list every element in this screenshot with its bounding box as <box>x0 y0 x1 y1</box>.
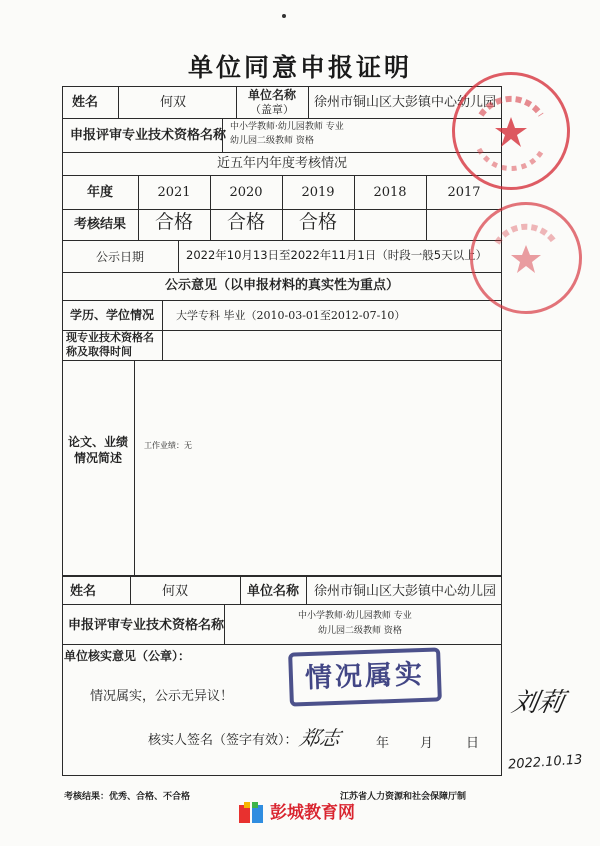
result-label: 考核结果 <box>73 217 126 232</box>
education-value: 大学专科 毕业（2010-03-01至2012-07-10） <box>176 309 406 322</box>
unit-value: 徐州市铜山区大彭镇中心幼儿园 <box>314 95 497 110</box>
bottom-name-label: 姓名 <box>70 584 97 599</box>
margin-date: 2022.10.13 <box>507 752 583 773</box>
current-title-label-2: 称及取得时间 <box>66 345 132 358</box>
inline-signature: 郑志 <box>297 726 343 750</box>
verification-opinion-value: 情况属实，公示无异议！ <box>90 689 234 704</box>
day-char: 日 <box>466 736 480 751</box>
year-label: 年度 <box>86 185 113 200</box>
verified-stamp: 情况属实 <box>288 647 442 706</box>
performance-label-1: 论文、业绩 <box>67 435 128 449</box>
seal-star-icon <box>455 75 567 187</box>
official-seal-1 <box>452 72 570 190</box>
bottom-name-value: 何双 <box>162 584 189 599</box>
current-title-label-1: 现专业技术资格名 <box>66 331 154 344</box>
bottom-qualification-label: 申报评审专业技术资格名称 <box>68 618 225 633</box>
result-1: 合格 <box>154 211 193 233</box>
bottom-qualification-line2: 幼儿园二级教师 资格 <box>318 626 402 636</box>
year-2: 2020 <box>229 185 263 200</box>
document-title: 单位同意申报证明 <box>187 53 412 82</box>
qualification-line1: 中小学教师·幼儿园教师 专业 <box>230 122 344 132</box>
name-value: 何双 <box>160 95 187 110</box>
qualification-label: 申报评审专业技术资格名称 <box>70 128 227 143</box>
seal-star-icon <box>473 205 579 311</box>
assessment-scale-note: 考核结果：优秀、合格、不合格 <box>64 792 191 802</box>
year-4: 2018 <box>373 185 407 200</box>
bottom-qualification-line1: 中小学教师·幼儿园教师 专业 <box>298 611 412 621</box>
section-assessment: 近五年内年度考核情况 <box>216 156 347 171</box>
book-icon <box>238 802 264 826</box>
year-char: 年 <box>376 736 390 751</box>
result-3: 合格 <box>298 211 337 233</box>
section-opinion: 公示意见（以申报材料的真实性为重点） <box>164 278 399 293</box>
bottom-unit-label: 单位名称 <box>246 584 299 599</box>
result-2: 合格 <box>226 211 265 233</box>
verification-opinion-label: 单位核实意见（公章）： <box>64 649 191 663</box>
official-seal-2 <box>470 202 582 314</box>
performance-label-2: 情况简述 <box>73 451 122 465</box>
margin-signature: 刘莉 <box>509 688 567 718</box>
watermark-text: 彭城教育网 <box>270 803 355 823</box>
name-label: 姓名 <box>72 95 99 110</box>
year-1: 2021 <box>157 185 191 200</box>
notice-date-value: 2022年10月13日至2022年11月1日（时段一般5天以上） <box>186 248 488 262</box>
performance-value: 工作业绩：无 <box>144 441 192 450</box>
issuer-note: 江苏省人力资源和社会保障厅制 <box>340 792 467 802</box>
year-5: 2017 <box>447 185 481 200</box>
unit-label: 单位名称 <box>247 88 296 102</box>
bottom-unit-value: 徐州市铜山区大彭镇中心幼儿园 <box>314 584 497 599</box>
qualification-line2: 幼儿园二级教师 资格 <box>230 136 314 146</box>
month-char: 月 <box>420 736 434 751</box>
punch-mark <box>282 14 286 18</box>
unit-label-sub: （盖章） <box>250 103 294 116</box>
education-label: 学历、学位情况 <box>69 308 154 322</box>
year-3: 2019 <box>301 185 335 200</box>
notice-date-label: 公示日期 <box>95 250 144 264</box>
signer-label: 核实人签名（签字有效）： <box>148 733 298 748</box>
